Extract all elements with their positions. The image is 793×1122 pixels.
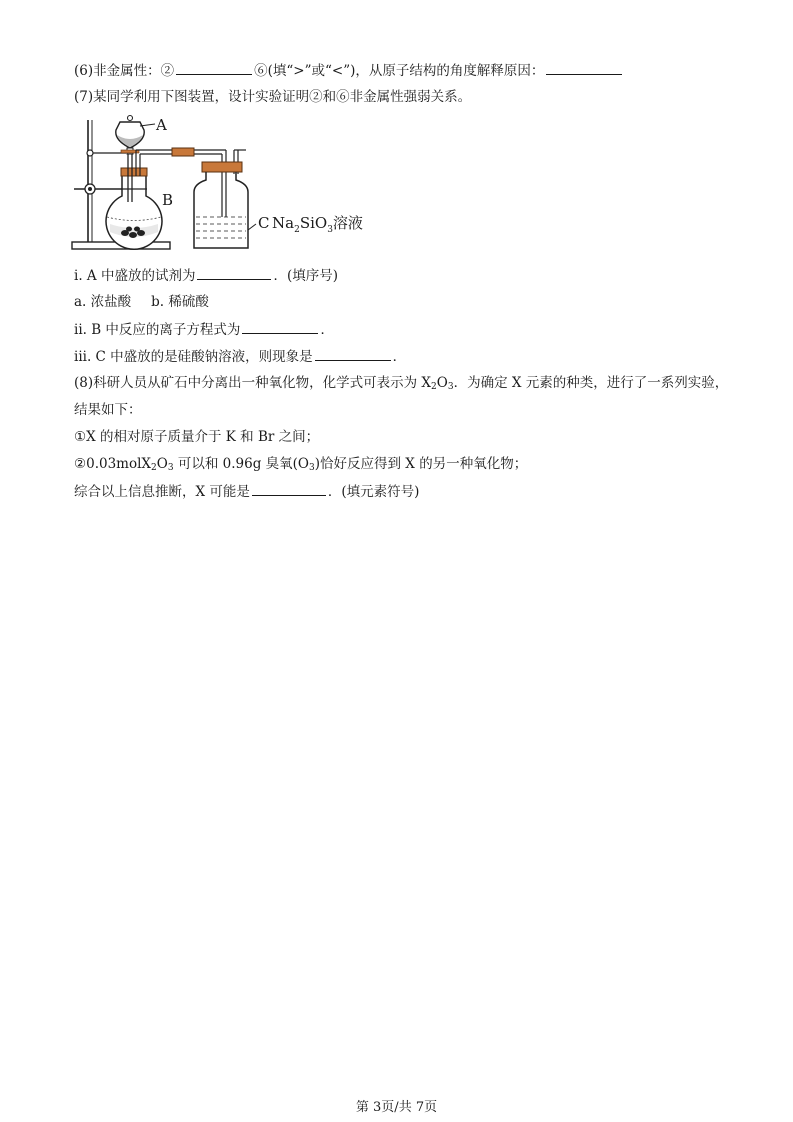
question-8-line-3 bbox=[74, 427, 319, 447]
q8-text-3: ①X 的相对原子质量介于 K 和 Br 之间； bbox=[74, 429, 320, 445]
q8-text-1c: ．为确定 X 元素的种类，进行了一系列实验， bbox=[453, 375, 729, 391]
round-bottom-flask-b bbox=[106, 168, 162, 249]
label-c: C bbox=[258, 214, 270, 232]
question-7 bbox=[74, 87, 471, 107]
q6-mid: ⑥(填“>”或“<”)，从原子结构的角度解释原因： bbox=[254, 63, 545, 79]
experiment-apparatus-figure bbox=[70, 114, 380, 256]
q6-blank-1[interactable] bbox=[176, 60, 252, 75]
q8-sub-5: 3 bbox=[309, 463, 315, 473]
q7-text: (7)某同学利用下图装置，设计实验证明②和⑥非金属性强弱关系。 bbox=[74, 89, 472, 105]
question-8-line-5 bbox=[74, 481, 419, 502]
qii-text: ii. B 中反应的离子方程式为 bbox=[74, 322, 241, 338]
qii-suffix: ． bbox=[320, 322, 334, 338]
qiii-text: iii. C 中盛放的是硅酸钠溶液，则现象是 bbox=[74, 349, 313, 365]
qi-blank[interactable] bbox=[197, 265, 271, 280]
q8-sub-2: 3 bbox=[447, 382, 454, 392]
q8-blank[interactable] bbox=[252, 481, 326, 496]
page-footer: 第 3页/共 7页 bbox=[355, 1100, 438, 1115]
q8-text-1a: (8)科研人员从矿石中分离出一种氧化物，化学式可表示为 X bbox=[74, 375, 432, 391]
q8-text-1b: O bbox=[436, 375, 448, 391]
q8-text-4b: O bbox=[156, 456, 168, 472]
q8-sub-3: 2 bbox=[151, 463, 157, 473]
question-7-iii bbox=[74, 346, 406, 367]
label-b: B bbox=[162, 191, 174, 209]
solution-label: $Na_2SiO_3$溶液 bbox=[272, 214, 363, 235]
q8-text-4d: )恰好反应得到 X 的另一种氧化物； bbox=[314, 456, 528, 472]
option-a: a. 浓盐酸 bbox=[74, 294, 132, 310]
question-6 bbox=[74, 60, 624, 81]
gas-bottle-c bbox=[194, 162, 256, 248]
q8-text-5a: 综合以上信息推断，X 可能是 bbox=[74, 484, 250, 500]
question-7-ii bbox=[74, 319, 334, 340]
label-a: A bbox=[156, 116, 167, 134]
q8-sub-4: 3 bbox=[167, 463, 174, 473]
question-8-line-1 bbox=[74, 373, 728, 397]
options-row bbox=[74, 292, 209, 312]
q8-text-4a: ②0.03molX bbox=[74, 456, 152, 472]
qi-suffix: ．(填序号) bbox=[273, 268, 338, 284]
qii-blank[interactable] bbox=[242, 319, 318, 334]
question-7-i bbox=[74, 265, 338, 286]
qiii-suffix: ． bbox=[392, 349, 407, 365]
qi-text: i. A 中盛放的试剂为 bbox=[74, 268, 196, 284]
q6-prefix: (6)非金属性：② bbox=[74, 63, 175, 79]
option-b: b. 稀硫酸 bbox=[151, 294, 209, 310]
q8-text-4c: 可以和 0.96g 臭氧(O bbox=[173, 456, 309, 472]
q6-blank-2[interactable] bbox=[546, 60, 622, 75]
qiii-blank[interactable] bbox=[315, 346, 391, 361]
question-8-line-4 bbox=[74, 454, 527, 478]
q8-sub-1: 2 bbox=[431, 382, 437, 392]
q8-text-5b: ．(填元素符号) bbox=[327, 484, 420, 500]
question-8-line-2 bbox=[74, 400, 142, 420]
q8-text-2: 结果如下： bbox=[74, 402, 142, 418]
